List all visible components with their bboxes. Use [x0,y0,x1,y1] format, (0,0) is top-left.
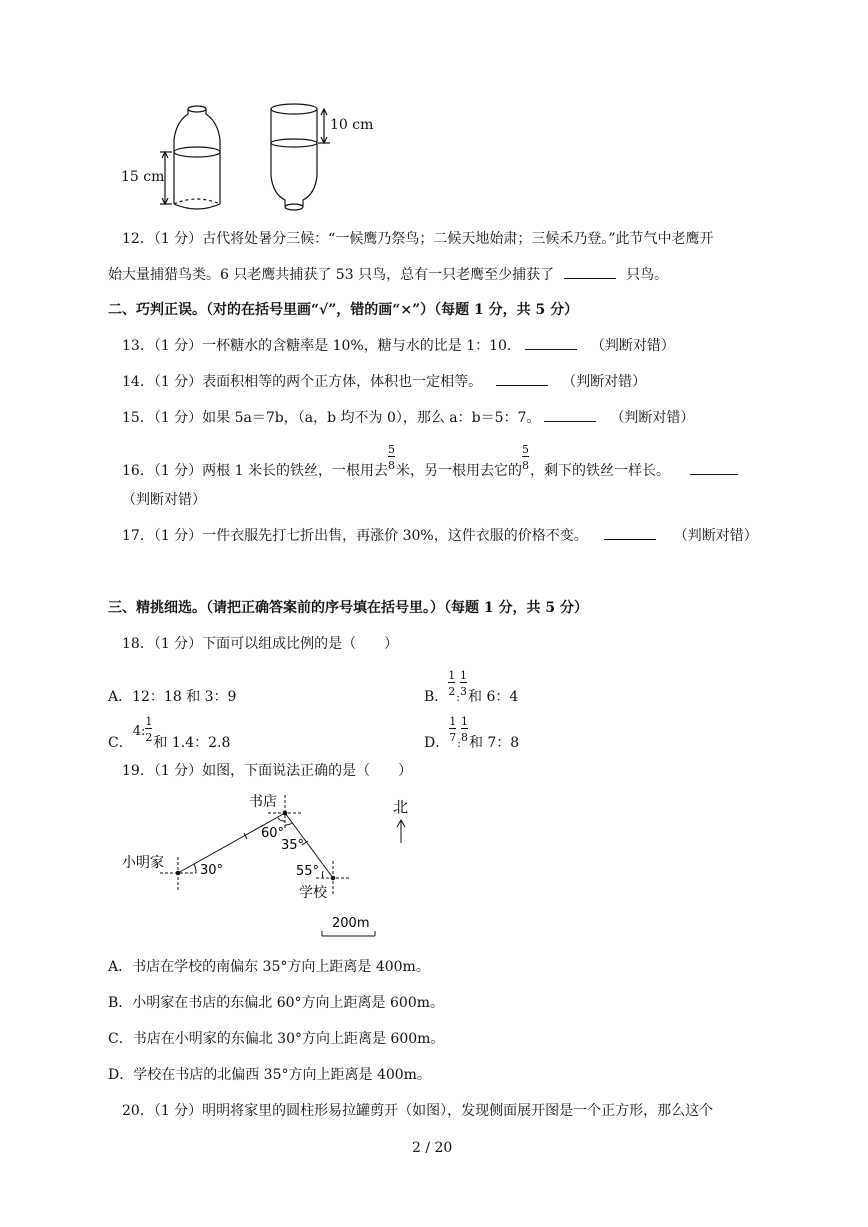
direction-map-figure [110,785,430,945]
map-label-north: 北 [393,798,409,816]
q18-d-colon: : [457,737,461,750]
map-label-school: 学校 [299,885,327,901]
q19-stem: 19．（1 分）如图，下面说法正确的是（ ） [122,763,413,779]
q12-line2-unit: 只鸟。 [626,267,669,283]
section3-title: 三、精挑细选。（请把正确答案前的序号填在括号里。）（每题 1 分，共 5 分） [108,600,588,616]
q19-option-c[interactable]: C．书店在小明家的东偏北 30°方向上距离是 600m。 [108,1031,445,1047]
q14-answer-blank[interactable] [496,373,548,386]
q13-text: 13．（1 分）一杯糖水的含糖率是 10%，糖与水的比是 1：10． [122,338,521,354]
q17-text: 17．（1 分）一件衣服先打七折出售，再涨价 30%，这件衣服的价格不变。 [122,528,588,544]
q18-c-whole: 4: [132,724,146,739]
q18-option-c[interactable] [108,715,231,752]
q16-text-b: 米，另一根用去它的 [395,463,522,479]
q18-stem: 18．（1 分）下面可以组成比例的是（ ） [122,636,399,652]
q19-option-b[interactable]: B．小明家在书店的东偏北 60°方向上距离是 600m。 [108,995,444,1011]
bottle-right-label: 10 cm [330,117,374,133]
q16-fraction-1: $\frac{5}{8}$ [387,443,395,472]
map-angle-35: 35° [281,838,305,853]
q16 [122,443,738,480]
q19-option-a[interactable]: A．书店在学校的南偏东 35°方向上距离是 400m。 [108,959,430,975]
q13-note: （判断对错） [590,338,675,354]
q15-text: 15．（1 分）如果 5a＝7b，（a，b 均不为 0），那么 a：b＝5：7。 [122,410,541,426]
q15-note: （判断对错） [610,410,695,426]
q14-note: （判断对错） [562,374,647,390]
q12-line1: 12．（1 分）古代将处暑分三候：“一候鹰乃祭鸟；二候天地始肃；三候禾乃登。”此节气中老鹰开 [122,231,714,247]
bottle-left-label: 15 cm [121,169,165,185]
q20-line1: 20．（1 分）明明将家里的圆柱形易拉罐剪开（如图），发现侧面展开图是一个正方形，那么这个 [122,1103,714,1119]
map-angle-30: 30° [200,863,224,878]
q19-option-d[interactable]: D．学校在书店的北偏西 35°方向上距离是 400m。 [108,1067,431,1083]
q16-note: （判断对错） [122,492,206,508]
q14 [122,371,646,391]
q18-option-a[interactable]: A．12：18 和 3：9 [108,689,237,705]
q18-b-fraction-1: $\frac{1}{2}$ [448,669,456,698]
map-label-home: 小明家 [122,855,164,871]
page-number: 2 / 20 [412,1140,453,1156]
map-label-bookstore: 书店 [249,794,277,810]
q18-option-b[interactable] [424,669,519,706]
q15-answer-blank[interactable] [544,409,596,422]
q18-b-colon: : [456,691,461,704]
q18-option-c-rest: 和 1.4：2.8 [153,735,231,751]
q18-option-d-rest: 和 7：8 [468,735,520,751]
map-angle-60: 60° [261,826,285,841]
q18-option-b-letter: B． [424,689,449,705]
q18-d-fraction-2: $\frac{1}{8}$ [460,715,468,744]
q13 [122,335,675,355]
q18-option-b-rest: 和 6：4 [468,689,519,705]
map-scale-label: 200m [332,916,370,931]
map-angle-55: 55° [296,864,320,879]
q12-line2-text: 始大量捕猎鸟类。6 只老鹰共捕获了 53 只鸟，总有一只老鹰至少捕获了 [108,267,555,283]
q18-b-fraction-2: $\frac{1}{3}$ [460,669,468,698]
q18-option-d[interactable] [424,715,520,752]
q13-answer-blank[interactable] [525,337,577,350]
q17-note: （判断对错） [673,528,758,544]
q16-fraction-2: $\frac{5}{8}$ [521,443,529,472]
q18-option-d-letter: D． [424,735,450,751]
q16-text-a: 16．（1 分）两根 1 米长的铁丝，一根用去 [122,463,388,479]
section2-title: 二、巧判正误。（对的在括号里画“√”，错的画“×”）（每题 1 分，共 5 分） [108,302,579,318]
q16-text-c: ，剩下的铁丝一样长。 [529,463,670,479]
q18-option-c-letter: C． [108,735,133,751]
q14-text: 14．（1 分）表面积相等的两个正方体，体积也一定相等。 [122,374,483,390]
q12-line2 [108,264,668,284]
q18-d-fraction-1: $\frac{1}{7}$ [449,715,457,744]
q12-answer-blank[interactable] [564,266,616,279]
q15 [122,407,694,427]
q17 [122,525,758,545]
q18-c-fraction: $\frac{1}{2}$ [145,715,153,744]
q16-answer-blank[interactable] [690,462,738,475]
q17-answer-blank[interactable] [604,527,656,540]
